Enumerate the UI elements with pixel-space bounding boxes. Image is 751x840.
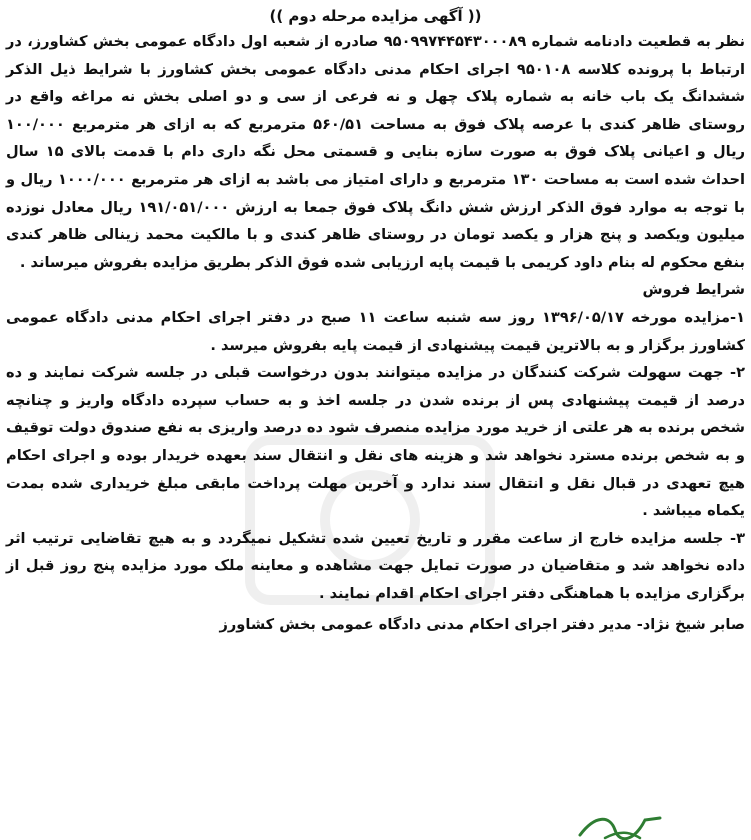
sale-conditions-heading: شرایط فروش — [642, 281, 745, 299]
green-signature-stamp-icon — [575, 810, 665, 840]
condition-item-2: ۲- جهت سهولت شرکت کنندگان در مزایده میتوانند بدون درخواست قبلی در جلسه شرکت نمایند و ده درصد از قیمت پیشنهادی پس از برنده شدن در جلسه اخذ و به حساب سپرده دادگاه واریز و چنانچه شخص برنده به هر علتی از خرید مورد مزایده منصرف شود ده درصد واریزی به نفع صندوق دولت توقیف و به شخص برنده مسترد نخواهد شد و هزینه های نقل و انتقال سند بعهده خریدار بوده و اجرای احکام هیچ تعهدی در قبال نقل و انتقال سند ندارد و آخرین مهلت پرداخت مابقی مبلغ خریداری شده بمدت یکماه میباشد . — [6, 364, 745, 520]
signature-line: صابر شیخ نژاد- مدیر دفتر اجرای احکام مدنی دادگاه عمومی بخش کشاورز — [219, 616, 745, 634]
condition-item-1: ۱-مزایده مورخه ۱۳۹۶/۰۵/۱۷ روز سه شنبه ساعت ۱۱ صبح در دفتر اجرای احکام مدنی دادگاه عمومی کشاورز برگزار و به بالاترین قیمت پیشنهادی از قیمت پایه بفروش میرسد . — [6, 308, 745, 354]
condition-item-3: ۳- جلسه مزایده خارج از ساعت مقرر و تاریخ تعیین شده تشکیل نمیگردد و به هیچ تقاضایی ترتیب اثر داده نخواهد شد و متقاضیان در صورت تمایل جهت مشاهده و معاینه ملک مورد مزایده پنج روز قبل از برگزاری مزایده با هماهنگی دفتر اجرای احکام اقدام نمایند . — [6, 529, 745, 602]
notice-intro-paragraph: نظر به قطعیت دادنامه شماره ۹۵۰۹۹۷۴۴۵۴۳۰۰۰۸۹ صادره از شعبه اول دادگاه عمومی بخش کشاورز، در ارتباط با پرونده کلاسه ۹۵۰۱۰۸ اجرای احکام مدنی دادگاه عمومی بخش کشاورز با شرایط ذیل الذکر ششدانگ یک باب خانه به شماره پلاک چهل و نه فرعی از سی و دو اصلی بخش نه مراغه واقع در روستای ظاهر کندی با عرصه پلاک فوق به مساحت ۵۶۰/۵۱ مترمربع که به ازای هر مترمربع ۱۰۰/۰۰۰ ریال و اعیانی پلاک فوق به صورت سازه بنایی و قسمتی محل نگه داری دام با قدمت بالای ۱۵ سال احداث شده است به مساحت ۱۳۰ مترمربع و دارای امتیاز می باشد به ازای هر مترمربع ۱۰۰۰/۰۰۰ ریال و با توجه به موارد فوق الذکر ارزش شش دانگ پلاک فوق جمعا به ارزش ۱۹۱/۰۵۱/۰۰۰ ریال معادل نوزده میلیون ویکصد و پنج هزار و یکصد تومان در روستای ظاهر کندی و با مالکیت محمد زینالی ظاهر کندی بنفع محکوم له بنام داود کریمی با قیمت پایه ارزیابی شده فوق الذکر بطریق مزایده بفروش میرساند . — [6, 33, 746, 271]
watermark-logo-icon — [230, 420, 510, 620]
notice-title: (( آگهی مزایده مرحله دوم )) — [269, 7, 482, 25]
